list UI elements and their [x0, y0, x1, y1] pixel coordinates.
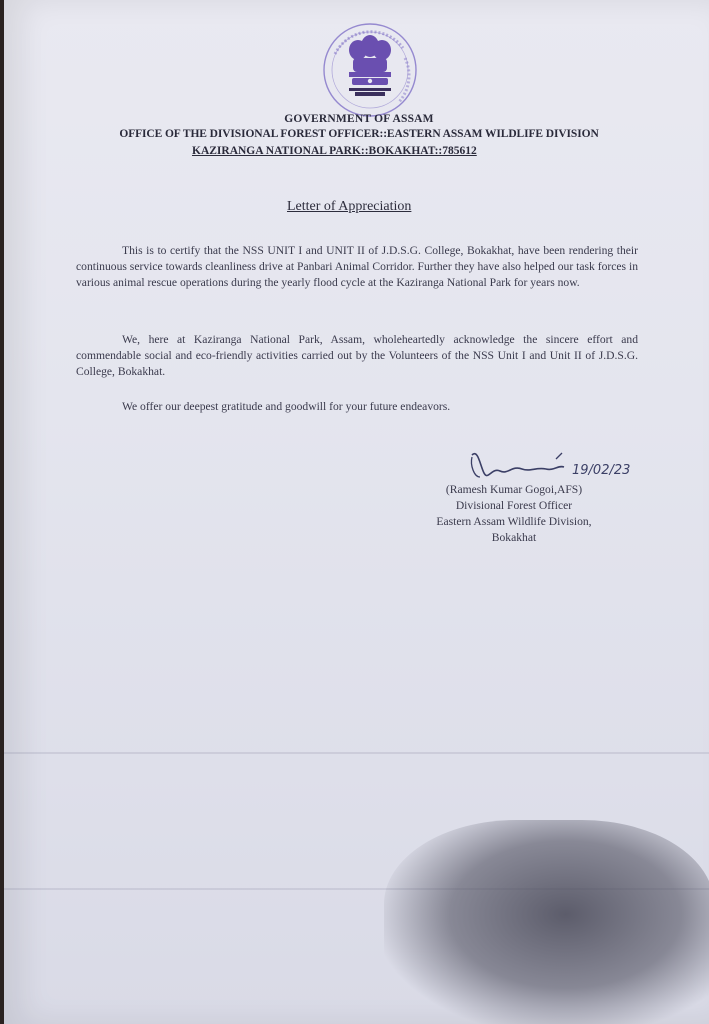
header-office: OFFICE OF THE DIVISIONAL FOREST OFFICER::EASTERN ASSAM WILDLIFE DIVISION — [119, 128, 599, 140]
body-paragraph-2: We, here at Kaziranga National Park, Assam, wholeheartedly acknowledge the sincere effort and commendable social and eco-friendly activities carried out by the Volunteers of the NSS Unit I and Unit II of J.D.S.G. College, Bokakhat. — [76, 333, 638, 378]
signatory-division: Eastern Assam Wildlife Division, — [436, 515, 592, 528]
letter-paper — [4, 0, 709, 1024]
letter-title: Letter of Appreciation — [287, 199, 412, 214]
header-address: KAZIRANGA NATIONAL PARK::BOKAKHAT::785612 — [192, 145, 477, 157]
body-paragraph-3: We offer our deepest gratitude and goodwill for your future endeavors. — [122, 400, 451, 413]
paper-fold — [4, 752, 709, 754]
hand-shadow — [384, 820, 709, 1024]
signatory-place: Bokakhat — [491, 531, 537, 544]
header-government: GOVERNMENT OF ASSAM — [284, 113, 434, 125]
signatory-block — [409, 482, 619, 546]
signatory-name: (Ramesh Kumar Gogoi,AFS) — [445, 483, 583, 496]
signatory-designation: Divisional Forest Officer — [455, 499, 573, 512]
state-emblem-seal — [315, 18, 421, 124]
body-paragraph-1: This is to certify that the NSS UNIT I and UNIT II of J.D.S.G. College, Bokakhat, have been rendering their continuous service towards cleanliness drive at Panbari Animal Corridor. Further they have also helped our task forces in various animal rescue operations during the yearly flood cycle at the Kaziranga National Park for years now. — [76, 244, 638, 289]
svg-text:19/02/23: 19/02/23 — [572, 463, 631, 478]
